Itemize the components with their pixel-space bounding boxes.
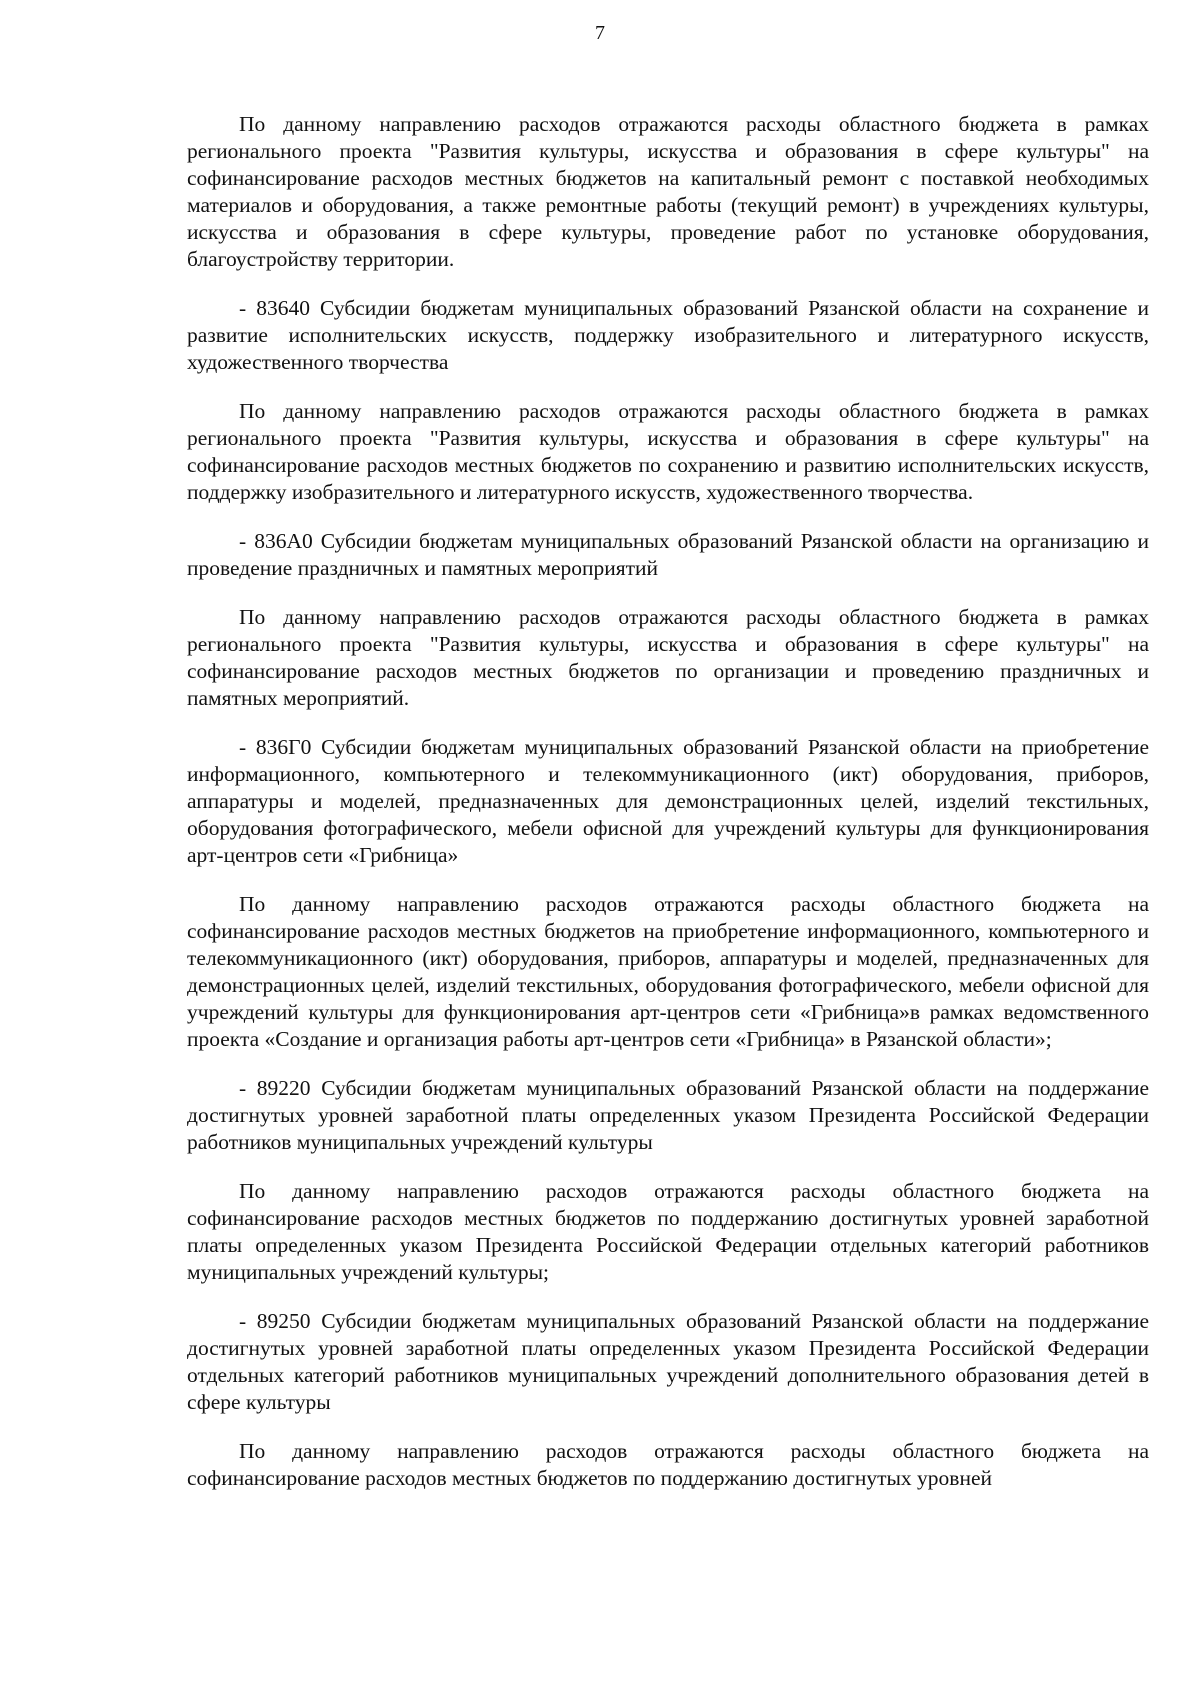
paragraph: По данному направлению расходов отражаются расходы областного бюджета в рамках регионального проекта "Развития культуры, искусства и образования в сфере культуры" на софинансирование расходов местных бюджетов по сохранению и развитию исполнительских искусств, поддержку изобразительного и литературного искусств, художественного творчества.: [187, 399, 1149, 504]
paragraph: По данному направлению расходов отражаются расходы областного бюджета в рамках регионального проекта "Развития культуры, искусства и образования в сфере культуры" на софинансирование расходов местных бюджетов по организации и проведению праздничных и памятных мероприятий.: [187, 605, 1149, 710]
paragraph: По данному направлению расходов отражаются расходы областного бюджета в рамках регионального проекта "Развития культуры, искусства и образования в сфере культуры" на софинансирование расходов местных бюджетов на капитальный ремонт с поставкой необходимых материалов и оборудования, а также ремонтные работы (текущий ремонт) в учреждениях культуры, искусства и образования в сфере культуры, проведение работ по установке оборудования, благоустройству территории.: [187, 112, 1149, 271]
subsidy-item-83640: - 83640 Субсидии бюджетам муниципальных образований Рязанской области на сохранение и развитие исполнительских искусств, поддержку изобразительного и литературного искусств, художественного творчества: [187, 296, 1149, 374]
subsidy-item-836g0: - 836Г0 Субсидии бюджетам муниципальных образований Рязанской области на приобретение информационного, компьютерного и телекоммуникационного (икт) оборудования, приборов, аппаратуры и моделей, предназначенных для демонстрационных целей, изделий текстильных, оборудования фотографического, мебели офисной для учреждений культуры для функционирования арт-центров сети «Грибница»: [187, 735, 1149, 867]
paragraph: По данному направлению расходов отражаются расходы областного бюджета на софинансирование расходов местных бюджетов на приобретение информационного, компьютерного и телекоммуникационного (икт) оборудования, приборов, аппаратуры и моделей, предназначенных для демонстрационных целей, изделий текстильных, оборудования фотографического, мебели офисной для учреждений культуры для функционирования арт-центров сети «Грибница»в рамках ведомственного проекта «Создание и организация работы арт-центров сети «Грибница» в Рязанской области»;: [187, 892, 1149, 1051]
document-body: [187, 111, 1149, 1492]
paragraph: По данному направлению расходов отражаются расходы областного бюджета на софинансирование расходов местных бюджетов по поддержанию достигнутых уровней заработной платы определенных указом Президента Российской Федерации отдельных категорий работников муниципальных учреждений культуры;: [187, 1179, 1149, 1284]
page-number: 7: [595, 22, 605, 44]
subsidy-item-89250: - 89250 Субсидии бюджетам муниципальных образований Рязанской области на поддержание достигнутых уровней заработной платы определенных указом Президента Российской Федерации отдельных категорий работников муниципальных учреждений дополнительного образования детей в сфере культуры: [187, 1309, 1149, 1414]
subsidy-item-89220: - 89220 Субсидии бюджетам муниципальных образований Рязанской области на поддержание достигнутых уровней заработной платы определенных указом Президента Российской Федерации работников муниципальных учреждений культуры: [187, 1076, 1149, 1154]
paragraph: По данному направлению расходов отражаются расходы областного бюджета на софинансирование расходов местных бюджетов по поддержанию достигнутых уровней: [187, 1439, 1149, 1490]
subsidy-item-836a0: - 836А0 Субсидии бюджетам муниципальных образований Рязанской области на организацию и проведение праздничных и памятных мероприятий: [187, 529, 1149, 580]
